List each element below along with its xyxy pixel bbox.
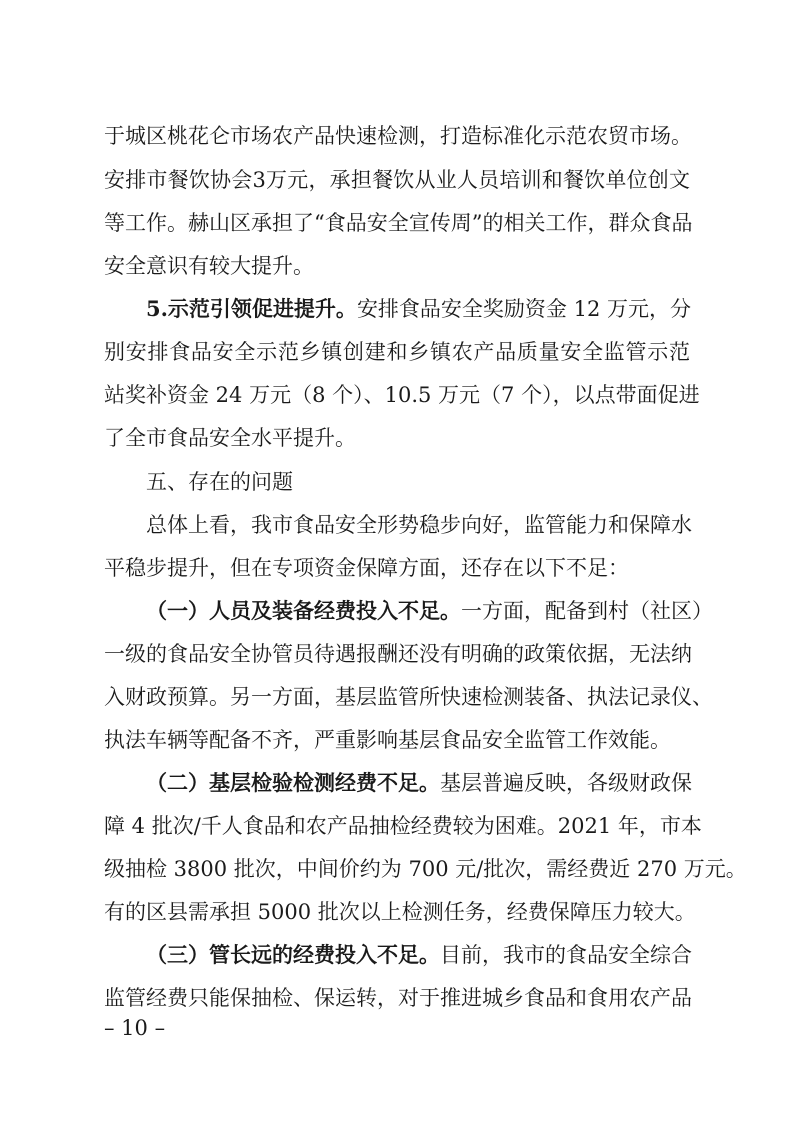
- section-heading: 五、存在的问题: [146, 470, 293, 494]
- item-text: 目前，我市的食品安全综合: [440, 943, 692, 967]
- paragraph-line: 安排市餐饮协会3万元，承担餐饮从业人员培训和餐饮单位创文: [104, 168, 690, 192]
- paragraph-line: 有的区县需承担 5000 批次以上检测任务，经费保障压力较大。: [104, 900, 696, 924]
- paragraph-line: 了全市食品安全水平提升。: [104, 426, 356, 450]
- paragraph-line: 总体上看，我市食品安全形势稳步向好，监管能力和保障水: [146, 513, 692, 537]
- paragraph-line: 于城区桃花仑市场农产品快速检测，打造标准化示范农贸市场。: [104, 124, 692, 148]
- paragraph-line: 平稳步提升，但在专项资金保障方面，还存在以下不足：: [104, 556, 629, 580]
- paragraph-line: [146, 768, 690, 798]
- paragraph-line: 站奖补资金 24 万元（8 个）、10.5 万元（7 个），以点带面促进: [104, 383, 700, 407]
- paragraph-line: 监管经费只能保抽检、保运转，对于推进城乡食品和食用农产品: [104, 986, 692, 1010]
- item-title: 5.示范引领促进提升。: [146, 296, 357, 321]
- item-text: 一方面，配备到村（社区）: [461, 599, 713, 623]
- paragraph-line: 级抽检 3800 批次，中间价约为 700 元/批次，需经费近 270 万元。: [104, 857, 747, 881]
- paragraph-line: 安全意识有较大提升。: [104, 254, 314, 278]
- page-number: – 10 –: [104, 1016, 166, 1040]
- item-text: 基层普遍反映，各级财政保: [440, 771, 692, 795]
- paragraph-line: [146, 294, 690, 324]
- paragraph-line: 入财政预算。另一方面，基层监管所快速检测装备、执法记录仪、: [104, 685, 713, 709]
- item-title: （一）人员及装备经费投入不足。: [146, 598, 461, 623]
- item-title: （二）基层检验检测经费不足。: [146, 770, 440, 795]
- paragraph-line: 别安排食品安全示范乡镇创建和乡镇农产品质量安全监管示范: [104, 340, 690, 364]
- item-title: （三）管长远的经费投入不足。: [146, 942, 440, 967]
- paragraph-line: 一级的食品安全协管员待遇报酬还没有明确的政策依据，无法纳: [104, 642, 692, 666]
- item-text: 安排食品安全奖励资金 12 万元，分: [356, 297, 692, 321]
- paragraph-line: 等工作。赫山区承担了“食品安全宣传周”的相关工作，群众食品: [104, 211, 693, 235]
- paragraph-line: [146, 596, 713, 626]
- paragraph-line: [146, 940, 690, 970]
- paragraph-line: 障 4 批次/千人食品和农产品抽检经费较为困难。2021 年，市本: [104, 814, 702, 838]
- paragraph-line: 执法车辆等配备不齐，严重影响基层食品安全监管工作效能。: [104, 728, 671, 752]
